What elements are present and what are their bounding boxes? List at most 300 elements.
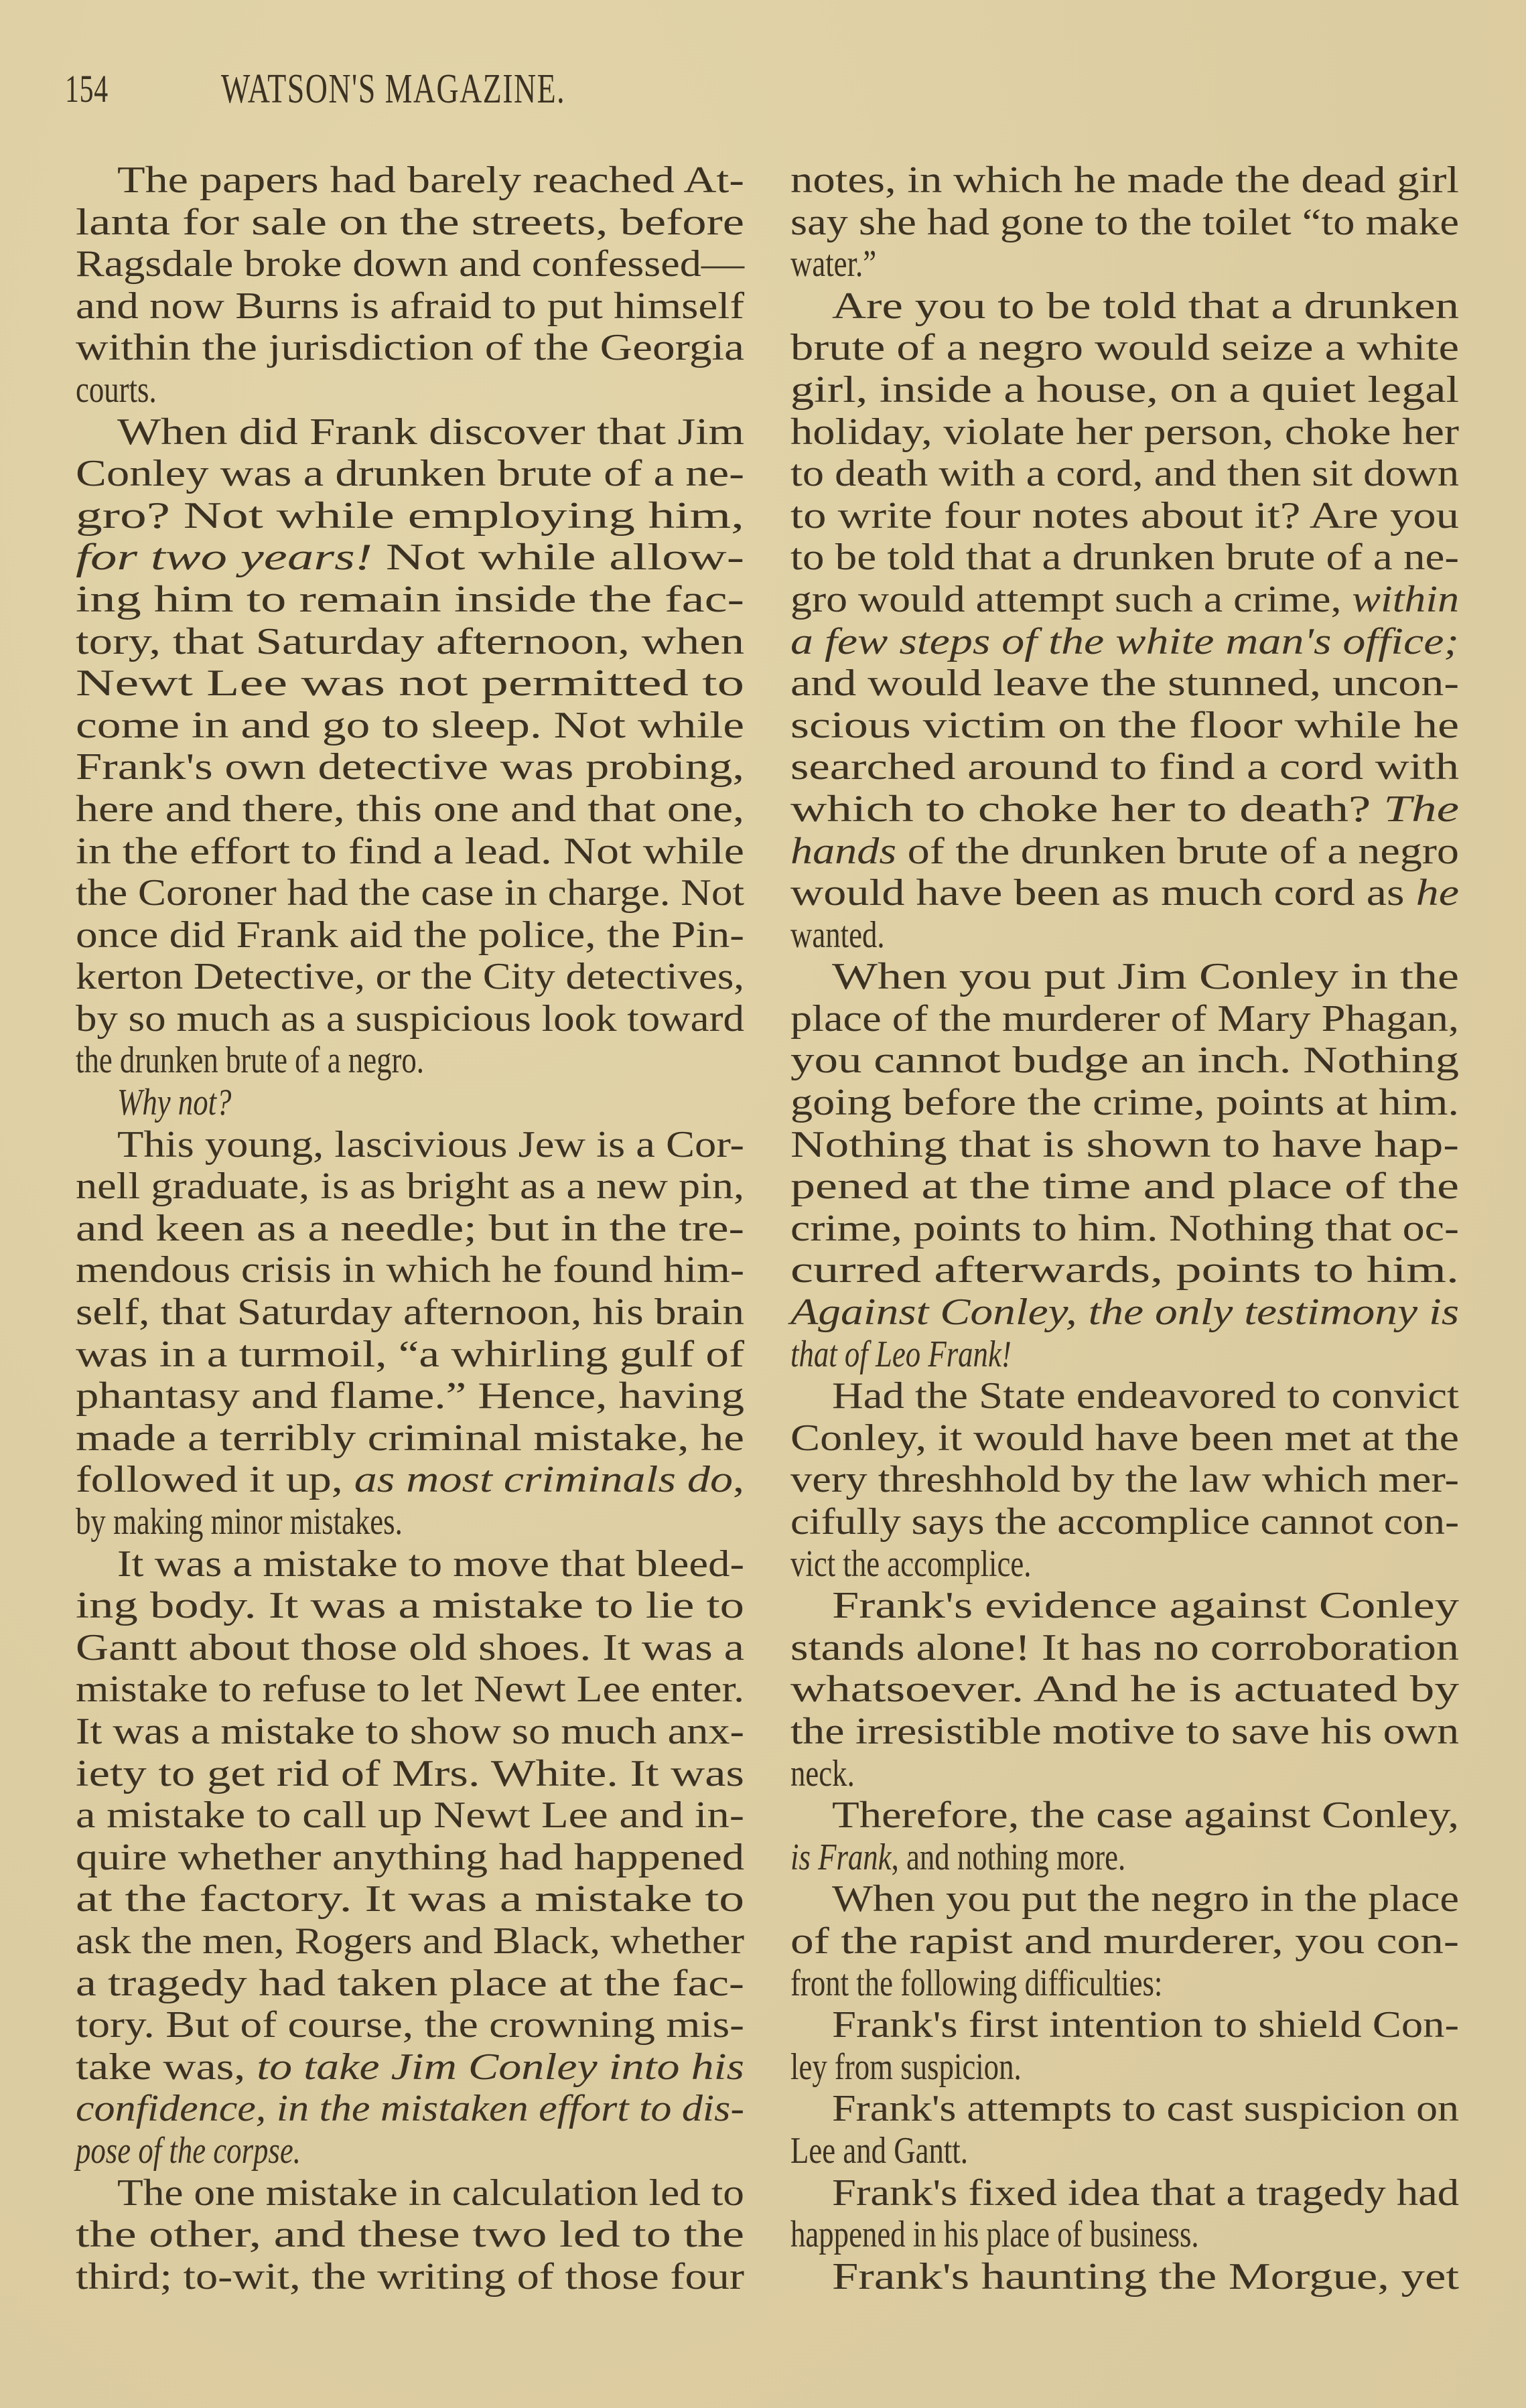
text-run: Are you to be told that a drunken — [832, 285, 1459, 327]
text-line — [76, 1963, 744, 2005]
italic-text: within — [1352, 578, 1459, 620]
text-line — [76, 1334, 744, 1376]
italic-text: The — [1383, 788, 1459, 830]
text-run: curred afterwards, points to him. — [790, 1249, 1459, 1291]
text-line-content — [76, 1794, 744, 1837]
text-line-content — [76, 1501, 403, 1543]
text-line — [76, 2256, 744, 2298]
text-line-content — [76, 914, 744, 957]
text-line-content — [790, 327, 1459, 369]
text-line — [76, 1837, 744, 1879]
text-run: place of the murderer of Mary Phagan, — [790, 997, 1459, 1040]
text-line — [76, 1753, 744, 1795]
text-line-content — [790, 159, 1459, 202]
text-line — [76, 1165, 744, 1208]
text-run: Therefore, the case against Conley, — [832, 1794, 1459, 1837]
text-line — [790, 746, 1459, 788]
text-line — [76, 1082, 744, 1124]
text-run: of the drunken brute of a negro — [896, 830, 1459, 872]
text-line-content — [790, 579, 1459, 621]
text-run: whatsoever. And he is actuated by — [790, 1669, 1459, 1711]
text-line-content — [832, 1375, 1459, 1417]
text-line — [76, 243, 744, 285]
text-line-content — [832, 2256, 1459, 2298]
text-line-content — [790, 1165, 1459, 1208]
text-run: ask the men, Rogers and Black, whether — [76, 1920, 744, 1962]
text-line-content — [76, 2004, 744, 2046]
text-run: of the rapist and murderer, you con- — [790, 1920, 1459, 1962]
text-line — [790, 831, 1459, 873]
text-line-content — [790, 1543, 1031, 1585]
text-line-content — [76, 1878, 744, 1920]
text-run: It was a mistake to move that bleed- — [117, 1543, 744, 1585]
text-run: to be told that a drunken brute of a ne- — [790, 537, 1459, 579]
text-line-content — [76, 453, 744, 495]
text-run: within the jurisdiction of the Georgia — [76, 327, 744, 369]
text-line — [790, 621, 1459, 663]
text-line-content — [790, 1501, 1459, 1543]
text-run: third; to-wit, the writing of those four — [76, 2255, 744, 2297]
text-line-content — [76, 495, 744, 537]
text-line-content — [76, 1585, 744, 1627]
text-line — [76, 746, 744, 788]
text-line-content — [790, 914, 885, 957]
text-run: ing body. It was a mistake to lie to — [76, 1585, 744, 1627]
text-line — [790, 1291, 1459, 1334]
text-line-content — [790, 2214, 1199, 2256]
text-run: Lee and Gantt. — [790, 2129, 968, 2172]
text-line — [790, 202, 1459, 244]
text-run: by making minor mistakes. — [76, 1501, 403, 1543]
text-line — [76, 327, 744, 369]
text-run: holiday, violate her person, choke her — [790, 411, 1459, 453]
text-line — [76, 1585, 744, 1627]
text-line — [790, 1543, 1459, 1585]
text-line-content — [117, 159, 744, 202]
text-run: pened at the time and place of the — [790, 1165, 1459, 1208]
text-line — [790, 2172, 1459, 2214]
text-line — [790, 1794, 1459, 1837]
text-run: was in a turmoil, “a whirling gulf of — [76, 1333, 744, 1375]
text-line-content — [76, 2256, 744, 2298]
text-line-content — [790, 1040, 1459, 1082]
text-run: nell graduate, is as bright as a new pin, — [76, 1165, 744, 1208]
text-line — [76, 285, 744, 328]
italic-text: confidence, in the mistaken effort to dis- — [76, 2088, 744, 2130]
text-run: once did Frank aid the police, the Pin- — [76, 914, 744, 956]
text-line-content — [76, 2130, 301, 2172]
text-line — [76, 662, 744, 705]
italic-text: Against Conley, the only testimony is — [790, 1291, 1459, 1334]
text-line — [790, 1082, 1459, 1124]
text-run: quire whether anything had happened — [76, 1836, 744, 1878]
text-run: Had the State endeavored to convict — [832, 1375, 1459, 1417]
text-line-content — [76, 537, 744, 579]
text-line — [76, 2004, 744, 2046]
text-run: front the following difficulties: — [790, 1962, 1163, 2004]
text-line-content — [790, 2046, 1022, 2088]
text-line-content — [790, 369, 1459, 411]
text-line — [790, 914, 1459, 957]
text-run: Newt Lee was not permitted to — [76, 662, 744, 705]
text-line — [790, 1417, 1459, 1460]
text-line — [790, 1165, 1459, 1208]
italic-text: to take Jim Conley into his — [257, 2046, 744, 2088]
text-line-content — [790, 788, 1459, 831]
text-line — [790, 1753, 1459, 1795]
italic-text: he — [1415, 872, 1459, 914]
text-run: gro would attempt such a crime, — [790, 578, 1352, 620]
text-line — [76, 1543, 744, 1585]
text-line — [790, 1208, 1459, 1250]
text-run: Conley was a drunken brute of a ne- — [76, 453, 744, 495]
text-line-content — [790, 1669, 1459, 1711]
text-line-content — [790, 998, 1459, 1040]
text-run: Frank's evidence against Conley — [832, 1585, 1459, 1627]
text-line-content — [76, 1291, 744, 1334]
text-line — [76, 1040, 744, 1082]
text-line-content — [76, 662, 744, 705]
text-line-content — [790, 1459, 1459, 1501]
text-line — [76, 956, 744, 998]
text-line — [76, 788, 744, 831]
text-run: at the factory. It was a mistake to — [76, 1878, 744, 1920]
running-title-text: WATSON'S MAGAZINE. — [221, 66, 566, 112]
text-line-content — [76, 2214, 744, 2256]
text-run: When you put the negro in the place — [832, 1878, 1459, 1920]
text-line-content — [117, 1124, 744, 1166]
text-line-content — [76, 1249, 744, 1291]
text-run: the other, and these two led to the — [76, 2214, 744, 2256]
text-run: Nothing that is shown to have hap- — [790, 1123, 1459, 1165]
text-line-content — [76, 1459, 744, 1501]
text-line-content — [832, 2172, 1459, 2214]
text-line — [790, 788, 1459, 831]
italic-text: hands — [790, 830, 897, 872]
text-run: mendous crisis in which he found him- — [76, 1249, 744, 1291]
text-line-content — [76, 1920, 744, 1963]
text-line-content — [790, 1837, 1125, 1879]
text-run: very threshhold by the law which mer- — [790, 1459, 1459, 1501]
text-line — [76, 872, 744, 914]
text-line-content — [790, 1417, 1459, 1460]
text-line-content — [790, 495, 1459, 537]
text-run: Not while allow- — [372, 537, 744, 579]
text-line-content — [76, 1208, 744, 1250]
text-line-content — [76, 1040, 424, 1082]
text-run: water.” — [790, 243, 877, 285]
text-run: This young, lascivious Jew is a Cor- — [117, 1123, 744, 1165]
text-line — [76, 1375, 744, 1417]
text-line — [790, 1124, 1459, 1166]
text-line — [790, 1501, 1459, 1543]
text-line — [76, 2214, 744, 2256]
text-run: phantasy and flame.” Hence, having — [76, 1375, 744, 1417]
text-line-content — [76, 1417, 744, 1460]
text-line — [790, 579, 1459, 621]
text-line-content — [832, 285, 1459, 328]
text-run: a mistake to call up Newt Lee and in- — [76, 1794, 744, 1837]
text-line-content — [76, 327, 744, 369]
text-run: brute of a negro would seize a white — [790, 327, 1459, 369]
text-line — [790, 956, 1459, 998]
text-line-content — [76, 2088, 744, 2130]
text-run: and now Burns is afraid to put himself — [76, 285, 744, 327]
text-run: , — [732, 1459, 744, 1501]
text-line — [790, 243, 1459, 285]
text-line — [76, 1249, 744, 1291]
text-line — [76, 411, 744, 453]
text-line — [790, 1040, 1459, 1082]
text-line — [76, 1417, 744, 1460]
text-line-content — [76, 285, 744, 328]
text-line-content — [832, 956, 1459, 998]
text-line — [76, 1627, 744, 1669]
left-column — [76, 159, 744, 2297]
text-line-content — [790, 537, 1459, 579]
text-line-content — [790, 831, 1459, 873]
text-line — [76, 1669, 744, 1711]
text-line — [76, 1501, 744, 1543]
text-line — [76, 1291, 744, 1334]
text-line-content — [76, 872, 744, 914]
text-run: mistake to refuse to let Newt Lee enter. — [76, 1669, 744, 1711]
text-run: The one mistake in calculation led to — [117, 2172, 744, 2214]
text-line — [790, 662, 1459, 705]
text-line — [790, 2214, 1459, 2256]
text-run: which to choke her to death? — [790, 788, 1384, 830]
text-line — [790, 2046, 1459, 2088]
text-run: happened in his place of business. — [790, 2214, 1199, 2256]
italic-text: Why not? — [117, 1082, 232, 1124]
text-line-content — [76, 1837, 744, 1879]
text-run: and would leave the stunned, uncon- — [790, 662, 1459, 705]
text-run: would have been as much cord as — [790, 872, 1416, 914]
text-line — [790, 1963, 1459, 2005]
text-line — [790, 2130, 1459, 2172]
text-line-content — [790, 1249, 1459, 1291]
text-line-content — [117, 2172, 744, 2214]
text-line-content — [76, 1753, 744, 1795]
text-run: come in and go to sleep. Not while — [76, 704, 744, 746]
text-line-content — [76, 956, 744, 998]
text-run: stands alone! It has no corroboration — [790, 1626, 1459, 1669]
text-line-content — [76, 998, 744, 1040]
text-line-content — [117, 1082, 231, 1124]
text-line-content — [790, 1291, 1459, 1334]
text-line-content — [76, 369, 157, 411]
text-line-content — [76, 579, 744, 621]
text-run: the Coroner had the case in charge. Not — [76, 872, 744, 914]
text-run: iety to get rid of Mrs. White. It was — [76, 1752, 744, 1794]
text-line-content — [790, 1334, 1012, 1376]
text-run: the drunken brute of a negro. — [76, 1040, 424, 1082]
text-line — [790, 369, 1459, 411]
text-line-content — [790, 1124, 1459, 1166]
text-line-content — [76, 1963, 744, 2005]
text-line-content — [790, 1963, 1162, 2005]
text-run: kerton Detective, or the City detectives, — [76, 956, 744, 998]
text-run: made a terribly criminal mistake, he — [76, 1417, 744, 1459]
text-run: in the effort to find a lead. Not while — [76, 830, 744, 872]
text-line — [790, 872, 1459, 914]
text-line — [790, 2256, 1459, 2298]
text-line — [76, 831, 744, 873]
text-run: Ragsdale broke down and confessed— — [76, 243, 744, 285]
text-run: When you put Jim Conley in the — [832, 956, 1459, 998]
italic-text: a few steps of the white man's office; — [790, 620, 1459, 662]
text-line — [76, 495, 744, 537]
text-line-content — [790, 1920, 1459, 1963]
text-run: followed it up, — [76, 1459, 354, 1501]
text-line-content — [76, 705, 744, 747]
text-line — [790, 1249, 1459, 1291]
text-line-content — [790, 1753, 855, 1795]
text-line-content — [76, 1711, 744, 1753]
text-run: notes, in which he made the dead girl — [790, 159, 1459, 201]
text-run: The papers had barely reached At- — [117, 159, 744, 201]
text-line-content — [832, 2088, 1459, 2130]
text-line — [790, 1878, 1459, 1920]
page-number: 154 — [65, 67, 109, 111]
text-line — [790, 1375, 1459, 1417]
text-run: the irresistible motive to save his own — [790, 1710, 1459, 1752]
text-run: to write four notes about it? Are you — [790, 494, 1459, 537]
text-run: Frank's attempts to cast suspicion on — [832, 2088, 1459, 2130]
text-run: to death with a cord, and then sit down — [790, 453, 1459, 495]
text-line-content — [790, 662, 1459, 705]
text-line-content — [790, 453, 1459, 495]
text-run: here and there, this one and that one, — [76, 788, 744, 830]
text-line — [76, 1124, 744, 1166]
text-line-content — [117, 1543, 744, 1585]
text-line — [790, 285, 1459, 328]
italic-text: is Frank — [790, 1836, 892, 1878]
text-line-content — [790, 872, 1459, 914]
text-line-content — [790, 1082, 1459, 1124]
text-line — [76, 914, 744, 957]
text-line — [790, 327, 1459, 369]
text-line-content — [790, 243, 876, 285]
italic-text: pose of the corpse. — [76, 2129, 301, 2172]
text-run: say she had gone to the toilet “to make — [790, 201, 1459, 243]
text-run: Frank's haunting the Morgue, yet — [832, 2255, 1459, 2297]
right-column — [790, 159, 1459, 2297]
text-line — [790, 1711, 1459, 1753]
text-line — [790, 453, 1459, 495]
text-run: Frank's first intention to shield Con- — [832, 2004, 1459, 2046]
text-line-content — [832, 1794, 1459, 1837]
text-line-content — [790, 1627, 1459, 1669]
text-line — [76, 453, 744, 495]
italic-text: that of Leo Frank! — [790, 1333, 1012, 1375]
text-line-content — [76, 1165, 744, 1208]
text-line — [76, 2172, 744, 2214]
text-line — [790, 998, 1459, 1040]
italic-text: for two years! — [76, 537, 373, 579]
text-run: neck. — [790, 1752, 855, 1794]
text-run: cifully says the accomplice cannot con- — [790, 1501, 1459, 1543]
text-line — [76, 998, 744, 1040]
text-run: scious victim on the floor while he — [790, 704, 1459, 746]
text-line — [76, 202, 744, 244]
text-line-content — [790, 2130, 968, 2172]
text-line-content — [76, 1375, 744, 1417]
text-line — [790, 705, 1459, 747]
text-run: you cannot budge an inch. Nothing — [790, 1040, 1459, 1082]
text-run: vict the accomplice. — [790, 1543, 1032, 1585]
text-line — [76, 621, 744, 663]
text-run: Frank's fixed idea that a tragedy had — [832, 2172, 1459, 2214]
text-line-content — [76, 788, 744, 831]
text-line — [76, 1920, 744, 1963]
running-title — [221, 68, 1036, 110]
text-line-content — [76, 243, 744, 285]
text-line — [76, 1794, 744, 1837]
text-run: and keen as a needle; but in the tre- — [76, 1207, 744, 1249]
text-line-content — [76, 1669, 744, 1711]
text-line-content — [76, 1334, 744, 1376]
text-run: ley from suspicion. — [790, 2046, 1022, 2088]
text-line-content — [832, 1878, 1459, 1920]
text-line — [76, 159, 744, 202]
text-line — [790, 2088, 1459, 2130]
text-line — [76, 1711, 744, 1753]
text-line — [790, 2004, 1459, 2046]
text-line — [790, 1459, 1459, 1501]
text-line-content — [76, 2046, 744, 2088]
text-line-content — [76, 621, 744, 663]
text-line-content — [832, 1585, 1459, 1627]
text-line — [790, 1837, 1459, 1879]
text-line — [790, 1627, 1459, 1669]
text-line — [790, 1920, 1459, 1963]
text-line — [790, 411, 1459, 453]
text-run: by so much as a suspicious look toward — [76, 997, 744, 1040]
text-run: searched around to find a cord with — [790, 746, 1459, 788]
text-run: going before the crime, points at him. — [790, 1082, 1459, 1124]
text-line-content — [790, 411, 1459, 453]
text-run: tory, that Saturday afternoon, when — [76, 620, 744, 662]
text-run: a tragedy had taken place at the fac- — [76, 1962, 744, 2004]
text-line-content — [790, 705, 1459, 747]
text-run: It was a mistake to show so much anx- — [76, 1710, 744, 1752]
italic-text: as most criminals do — [354, 1459, 733, 1501]
text-run: girl, inside a house, on a quiet legal — [790, 368, 1459, 411]
text-line — [790, 159, 1459, 202]
text-line-content — [790, 1208, 1459, 1250]
text-run: Gantt about those old shoes. It was a — [76, 1626, 744, 1669]
text-run: take was, — [76, 2046, 257, 2088]
text-run: Conley, it would have been met at the — [790, 1417, 1459, 1459]
text-run: tory. But of course, the crowning mis- — [76, 2004, 744, 2046]
text-line — [76, 2088, 744, 2130]
text-line-content — [76, 202, 744, 244]
text-line — [76, 579, 744, 621]
text-line-content — [832, 2004, 1459, 2046]
text-line — [76, 1878, 744, 1920]
text-line-content — [790, 202, 1459, 244]
text-line-content — [117, 411, 744, 453]
text-run: wanted. — [790, 914, 885, 956]
text-run: lanta for sale on the streets, before — [76, 201, 744, 243]
text-run: self, that Saturday afternoon, his brain — [76, 1291, 744, 1334]
text-line — [790, 1585, 1459, 1627]
text-line-content — [790, 746, 1459, 788]
text-line — [76, 705, 744, 747]
text-line-content — [76, 831, 744, 873]
text-line-content — [76, 1627, 744, 1669]
